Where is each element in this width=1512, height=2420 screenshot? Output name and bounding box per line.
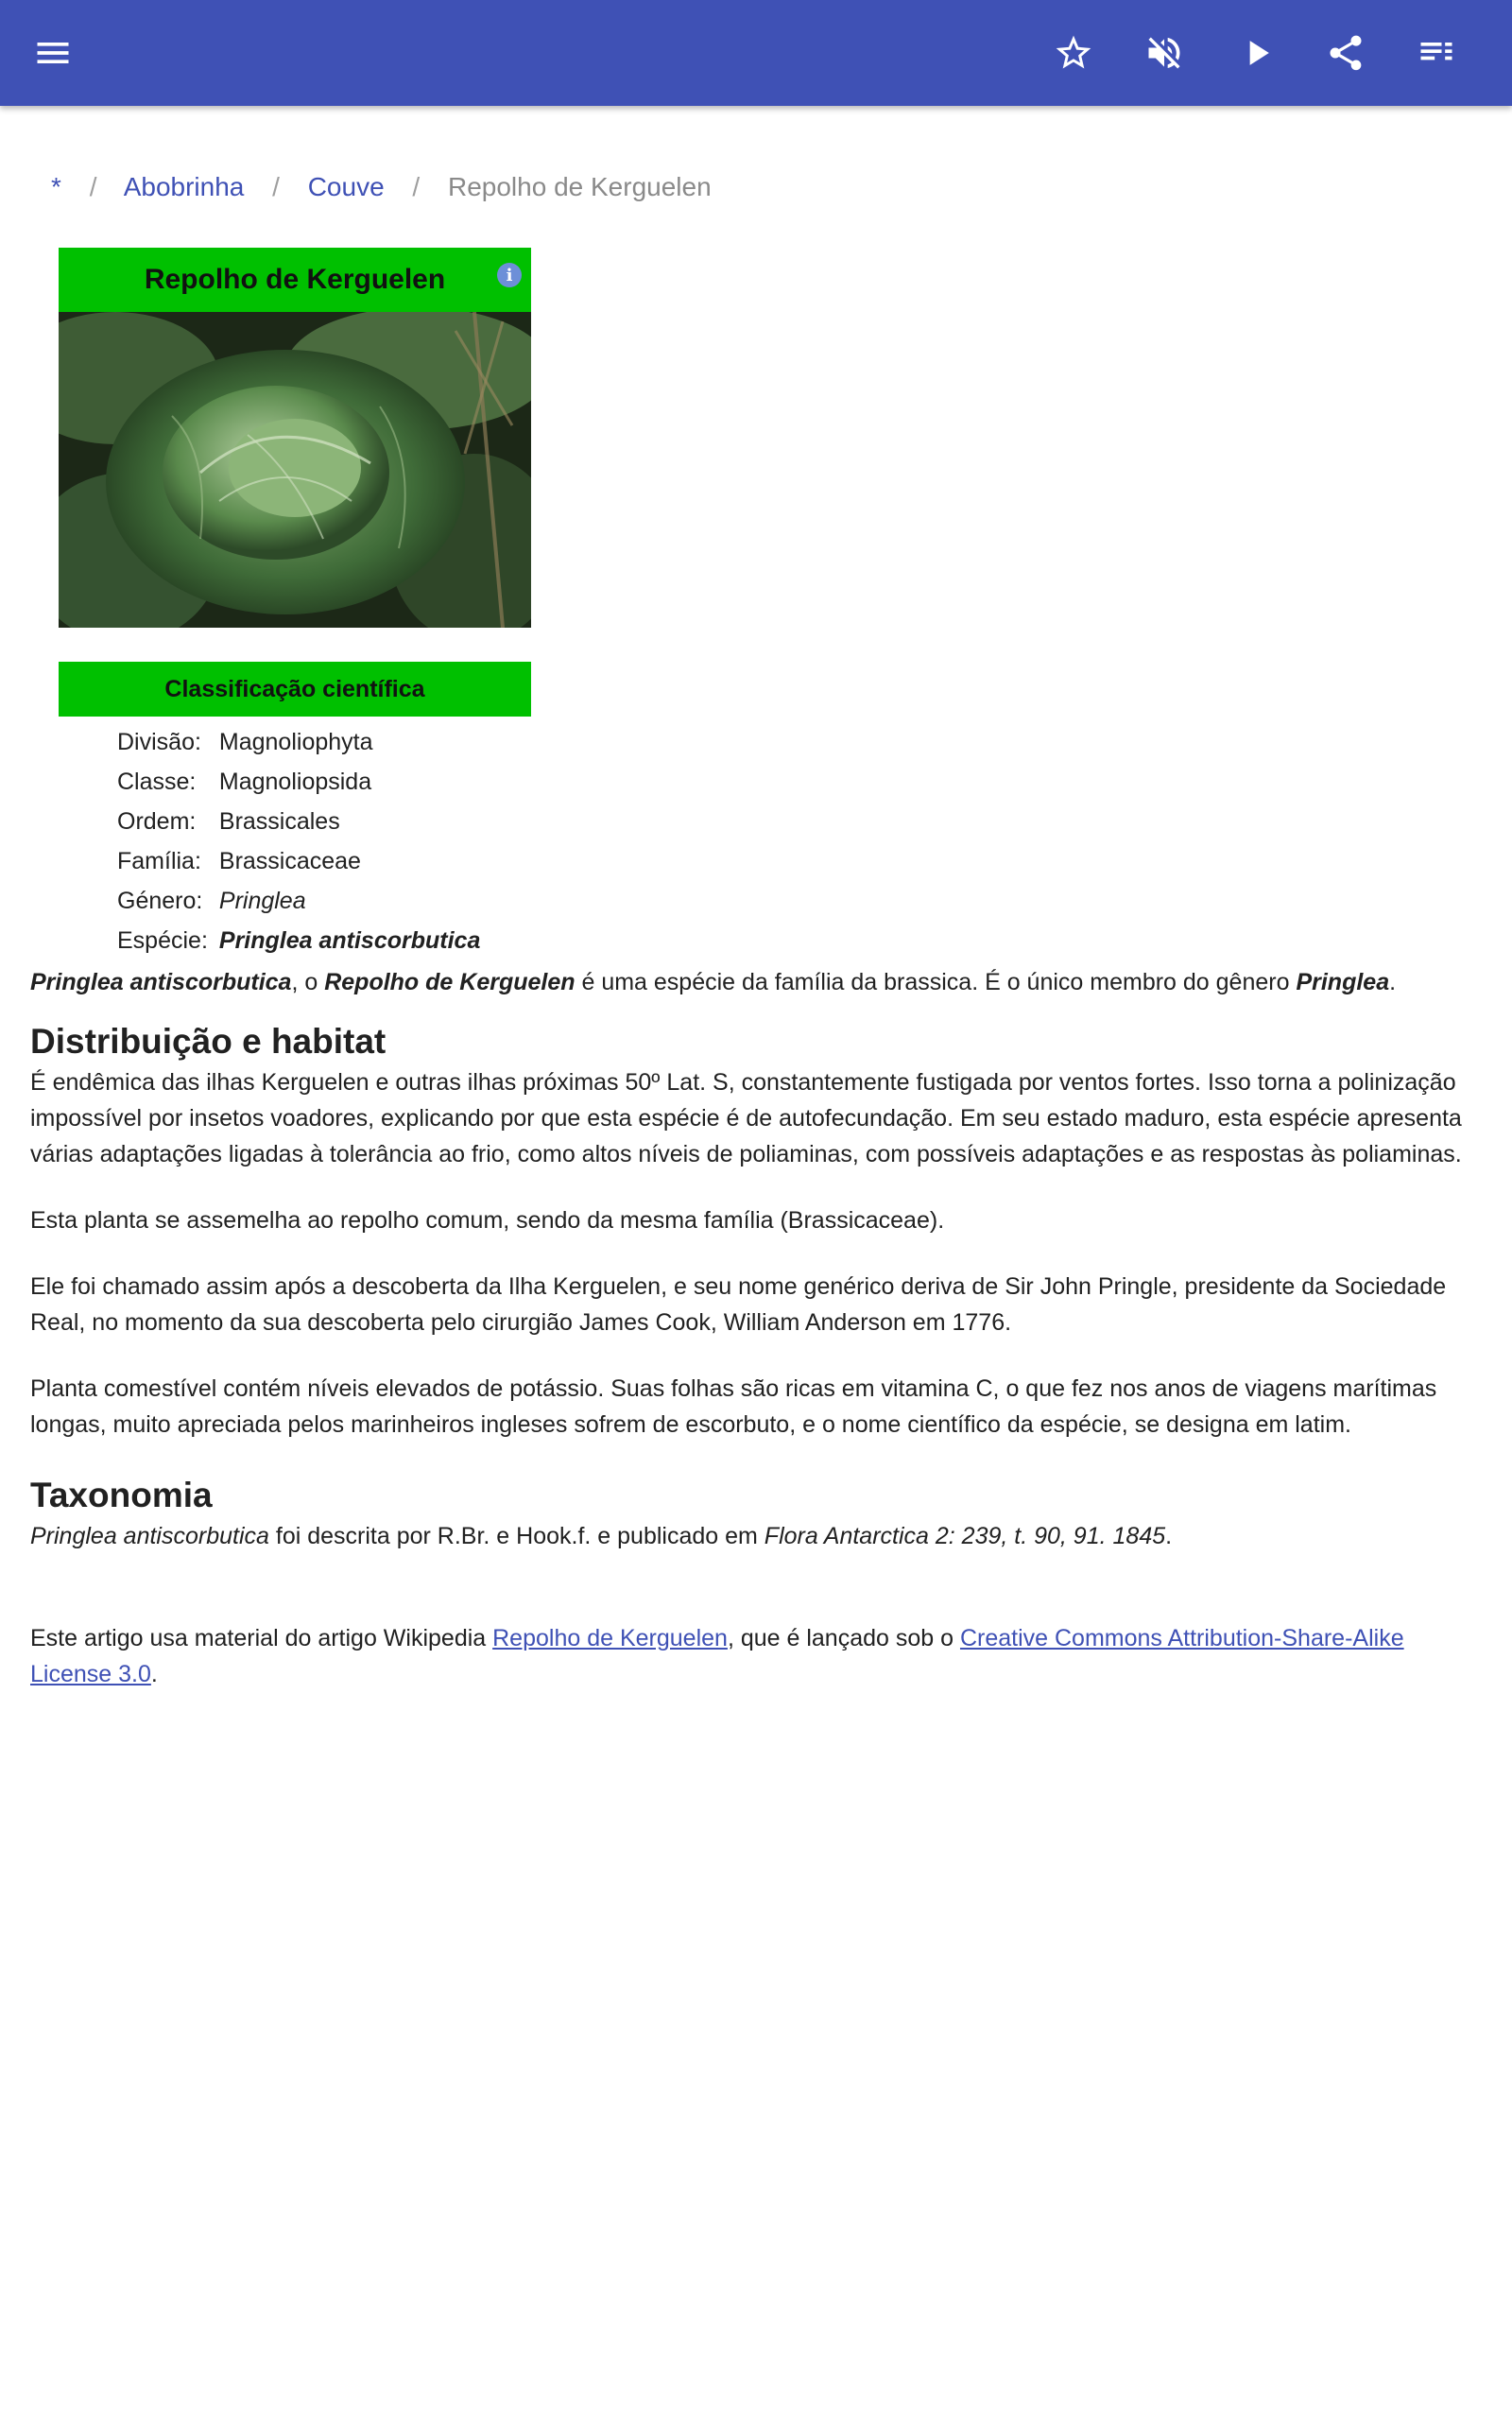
footer-text: , que é lançado sob o [727,1625,960,1651]
breadcrumb-current: Repolho de Kerguelen [447,172,712,201]
plant-photo[interactable] [59,312,531,628]
paragraph: Ele foi chamado assim após a descoberta da Ilha Kerguelen, e seu nome genérico deriva de Sir John Pringle, presidente da Sociedade Real, no momento da sua descoberta pelo cirurgião James Cook, William Anderson em 1776. [30,1273,1447,1336]
cabbage-illustration [59,312,531,628]
star-outline-icon[interactable] [1047,26,1100,79]
breadcrumb-separator: / [272,172,280,201]
section-heading-taxonomy: Taxonomia [30,1476,213,1514]
attribution-footer [30,1620,1467,1692]
genus-name: Pringlea [1296,969,1390,995]
info-icon[interactable]: i [497,263,522,287]
infobox [59,248,531,960]
common-name: Repolho de Kerguelen [324,969,576,995]
license-link[interactable]: Creative Commons Attribution-Share-Alike License 3.0 [30,1625,1404,1687]
taxonomy-label: Ordem: [117,808,197,835]
paragraph: Planta comestível contém níveis elevados de potássio. Suas folhas são ricas em vitamina C, o que fez nos anos de viagens marítimas longas, muito apreciada pelos marinheiros ingleses sofrem de escorbuto, e o nome científico da espécie, se designa em latim. [30,1375,1437,1438]
play-icon[interactable] [1230,26,1283,79]
taxonomy-row [117,881,480,921]
taxonomy-table [117,722,480,960]
infobox-title: Repolho de Kerguelen [144,264,446,295]
breadcrumb-item-abobrinha[interactable]: Abobrinha [123,172,245,201]
taxonomy-text: foi descrita por R.Br. e Hook.f. e publicado em [268,1523,765,1549]
paragraph: Esta planta se assemelha ao repolho comum, sendo da mesma família (Brassicaceae). [30,1207,945,1234]
article-body [30,964,1467,1692]
app-bar [0,0,1512,106]
breadcrumb-separator: / [89,172,97,201]
taxonomy-row [117,722,480,762]
paragraph: É endêmica das ilhas Kerguelen e outras ilhas próximas 50º Lat. S, constantemente fustigada por ventos fortes. Isso torna a polinização impossível por insetos voadores, explicando por que esta espécie é de autofecundação. Em seu estado maduro, esta espécie apresenta várias adaptações ligadas à tolerância ao frio, como altos níveis de poliaminas, com possíveis adaptações e as respostas às poliaminas. [30,1069,1462,1167]
section-heading-distribution: Distribuição e habitat [30,1022,387,1061]
wikipedia-article-link[interactable]: Repolho de Kerguelen [492,1625,728,1651]
species-name: Pringlea antiscorbutica [30,969,292,995]
intro-paragraph [30,964,1467,1000]
taxonomy-label: Família: [117,848,201,874]
taxonomy-row [117,841,480,881]
species-name: Pringlea antiscorbutica [30,1523,269,1549]
footer-text: Este artigo usa material do artigo Wikipedia [30,1625,493,1651]
breadcrumb-item-couve[interactable]: Couve [307,172,385,201]
footer-text: . [150,1661,158,1687]
taxonomy-value: Pringlea [218,888,306,914]
taxonomy-value: Magnoliophyta [218,729,373,755]
infobox-title-bar [59,248,531,312]
intro-text: é uma espécie da família da brassica. É o único membro do gênero [575,969,1297,995]
taxonomy-paragraph [30,1518,1467,1554]
taxonomy-value: Magnoliopsida [218,769,372,795]
classification-header: Classificação científica [59,662,531,717]
publication-name: Flora Antarctica 2: 239, t. 90, 91. 1845 [764,1523,1166,1549]
breadcrumb-home[interactable]: * [51,172,61,201]
share-icon[interactable] [1319,26,1372,79]
taxonomy-row [117,802,480,841]
playlist-icon[interactable] [1410,26,1463,79]
taxonomy-label: Género: [117,888,203,914]
taxonomy-text: . [1165,1523,1173,1549]
breadcrumb-separator: / [412,172,421,201]
taxonomy-label: Divisão: [117,729,201,755]
taxonomy-label: Espécie: [117,927,208,954]
taxonomy-row [117,762,480,802]
menu-icon[interactable] [26,26,79,79]
intro-text: , o [291,969,325,995]
taxonomy-value: Brassicales [218,808,340,835]
taxonomy-row [117,921,480,960]
taxonomy-value: Brassicaceae [218,848,361,874]
taxonomy-label: Classe: [117,769,197,795]
breadcrumb [51,170,712,204]
taxonomy-value: Pringlea antiscorbutica [218,927,481,954]
volume-off-icon[interactable] [1138,26,1191,79]
intro-text: . [1389,969,1397,995]
